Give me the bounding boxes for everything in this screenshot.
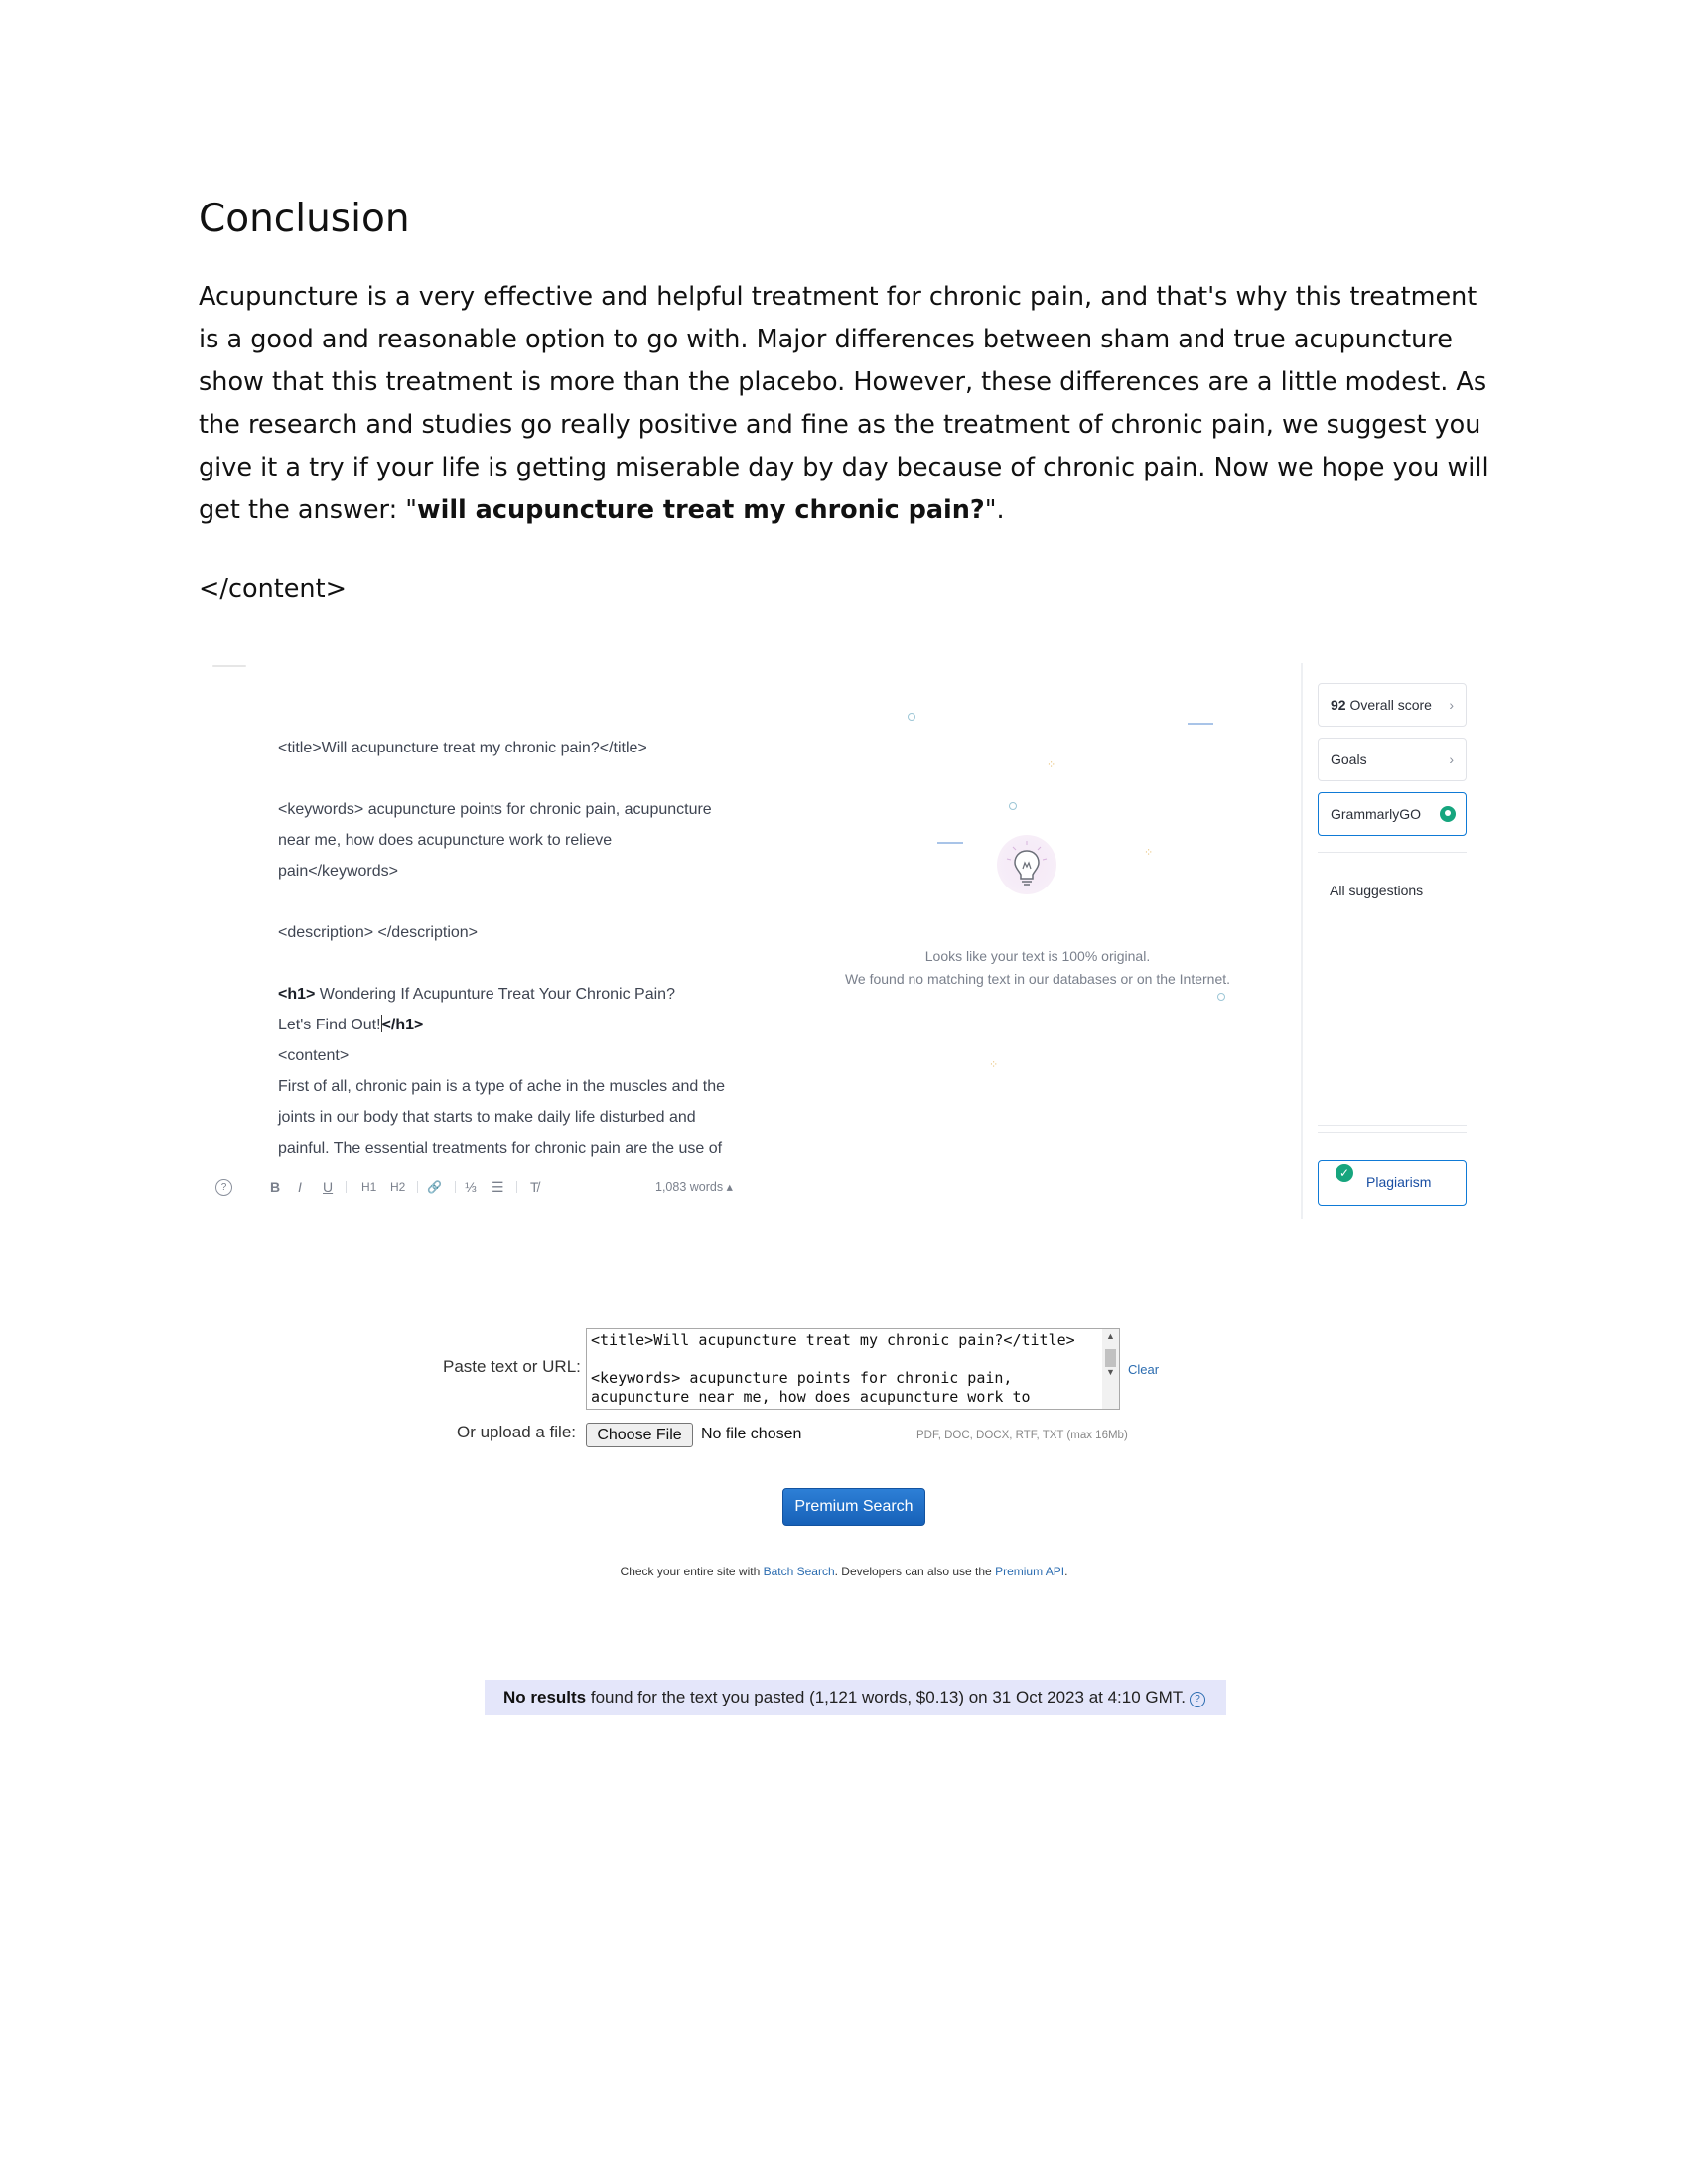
decor-dot: [908, 713, 915, 721]
scroll-down-icon[interactable]: ▼: [1106, 1367, 1115, 1377]
editor-line: <keywords> acupuncture points for chronic pain, acupuncture: [278, 801, 712, 818]
batch-search-info: [0, 1565, 1688, 1578]
ordered-list-icon[interactable]: ⅓: [465, 1179, 477, 1195]
plagiarism-result-panel: [824, 703, 1251, 1120]
decor-dot: [1009, 802, 1017, 810]
underline-button[interactable]: U: [323, 1179, 334, 1195]
h1-text: Wondering If Acupunture Treat Your Chronic Pain?: [315, 986, 675, 1003]
help-icon[interactable]: ?: [215, 1179, 232, 1196]
editor-line: <content>: [278, 1047, 350, 1064]
goals-label: Goals: [1331, 751, 1367, 767]
decor-dash: [937, 842, 963, 844]
all-suggestions-link[interactable]: All suggestions: [1330, 883, 1424, 898]
editor-line-h1: [278, 979, 794, 1010]
plagiarism-label: Plagiarism: [1366, 1174, 1432, 1190]
grammarlygo-icon: [1440, 806, 1456, 822]
overall-score-card[interactable]: [1318, 683, 1467, 727]
section-heading: Conclusion: [199, 197, 410, 241]
editor-line: First of all, chronic pain is a type of ache in the muscles and the: [278, 1078, 726, 1095]
editor-line: joints in our body that starts to make daily life disturbed and: [278, 1109, 696, 1126]
heading2-button[interactable]: H2: [390, 1180, 406, 1194]
paste-text-input[interactable]: <title>Will acupuncture treat my chronic pain?</title> <keywords> acupuncture points for chronic pain, acupuncture near me, how does acupuncture work to: [586, 1328, 1120, 1410]
sidebar-separator: [1318, 852, 1467, 853]
textarea-scrollbar[interactable]: [1102, 1329, 1119, 1409]
italic-button[interactable]: I: [298, 1179, 302, 1195]
clear-format-icon[interactable]: T̸: [530, 1179, 539, 1195]
clear-link[interactable]: Clear: [1128, 1362, 1160, 1377]
paragraph-text-end: ".: [984, 495, 1005, 525]
result-banner: [485, 1680, 1226, 1715]
editor-line: near me, how does acupuncture work to relieve: [278, 832, 613, 849]
result-bold: No results: [503, 1688, 587, 1706]
goals-card[interactable]: [1318, 738, 1467, 781]
sidebar-separator: [1318, 1132, 1467, 1133]
check-icon: ✓: [1336, 1164, 1353, 1182]
result-text: found for the text you pasted (1,121 words, $0.13) on 31 Oct 2023 at 4:10 GMT.: [586, 1688, 1187, 1706]
decor-dot: [1217, 993, 1225, 1001]
decor-sparkle: ⁘: [1144, 847, 1154, 859]
paragraph-bold-question: will acupuncture treat my chronic pain?: [417, 495, 985, 525]
plagiarism-message-detail: We found no matching text in our databases or on the Internet.: [844, 971, 1231, 987]
paragraph-text: Acupuncture is a very effective and helpful treatment for chronic pain, and that's why this treatment is a good and reasonable option to go with. Major differences between sham and true acupuncture show that this treatment is more than the placebo. However, these differences are a little modest. As the research and studies go really positive and fine as the treatment of chronic pain, we suggest you give it a try if your life is getting miserable day by day because of chronic pain. Now we hope you will get the answer: ": [199, 282, 1489, 525]
bold-button[interactable]: B: [270, 1179, 281, 1195]
editor-toolbar: [199, 1175, 794, 1199]
chevron-right-icon: ›: [1449, 697, 1454, 713]
file-type-hint: PDF, DOC, DOCX, RTF, TXT (max 16Mb): [916, 1430, 1128, 1441]
word-count[interactable]: 1,083 words ▴: [655, 1180, 733, 1194]
scroll-thumb[interactable]: [1105, 1349, 1116, 1367]
overall-score-value: 92: [1331, 697, 1346, 713]
link-icon[interactable]: 🔗: [427, 1180, 442, 1194]
lightbulb-icon: [997, 835, 1056, 894]
conclusion-paragraph: [199, 276, 1489, 532]
top-divider: [212, 665, 246, 667]
h1-close-tag: </h1>: [381, 1017, 424, 1033]
editor-line: painful. The essential treatments for chronic pain are the use of: [278, 1140, 723, 1157]
paste-text-label: Paste text or URL:: [443, 1357, 581, 1376]
grammarlygo-label: GrammarlyGO: [1331, 806, 1421, 822]
file-status: No file chosen: [701, 1426, 802, 1442]
grammarlygo-card[interactable]: [1318, 792, 1467, 836]
heading1-button[interactable]: H1: [361, 1180, 377, 1194]
scroll-up-icon[interactable]: ▲: [1106, 1331, 1115, 1341]
editor-line: pain</keywords>: [278, 863, 398, 880]
info-text: Check your entire site with: [620, 1565, 764, 1578]
decor-sparkle: ⁘: [989, 1059, 999, 1071]
grammarly-screenshot: [199, 663, 1489, 1219]
sidebar-separator: [1318, 1125, 1467, 1126]
premium-search-button[interactable]: Premium Search: [782, 1488, 925, 1526]
editor-line: <title>Will acupuncture treat my chronic pain?</title>: [278, 740, 647, 756]
choose-file-button[interactable]: Choose File: [586, 1423, 693, 1447]
sidebar-divider: [1301, 663, 1303, 1219]
overall-score-label: Overall score: [1349, 697, 1432, 713]
bullet-list-icon[interactable]: ☰: [492, 1179, 504, 1195]
premium-api-link[interactable]: Premium API: [995, 1565, 1065, 1578]
info-text: . Developers can also use the: [834, 1565, 996, 1578]
grammarly-editor[interactable]: [278, 733, 794, 1163]
chevron-right-icon: ›: [1449, 751, 1454, 767]
content-close-tag: </content>: [199, 574, 347, 604]
info-text: .: [1064, 1565, 1068, 1578]
plagiarism-message-title: Looks like your text is 100% original.: [924, 948, 1151, 964]
h1-text-cont: Let's Find Out!: [278, 1017, 381, 1033]
editor-line-h1-cont: [278, 1010, 794, 1040]
editor-line: <description> </description>: [278, 924, 479, 941]
upload-file-label: Or upload a file:: [457, 1423, 577, 1441]
help-circle-icon[interactable]: ?: [1190, 1692, 1205, 1707]
plagiarism-button[interactable]: [1318, 1160, 1467, 1206]
decor-dash: [1188, 723, 1213, 725]
batch-search-link[interactable]: Batch Search: [763, 1565, 835, 1578]
h1-open-tag: <h1>: [278, 986, 316, 1003]
decor-sparkle: ⁘: [1047, 759, 1056, 771]
